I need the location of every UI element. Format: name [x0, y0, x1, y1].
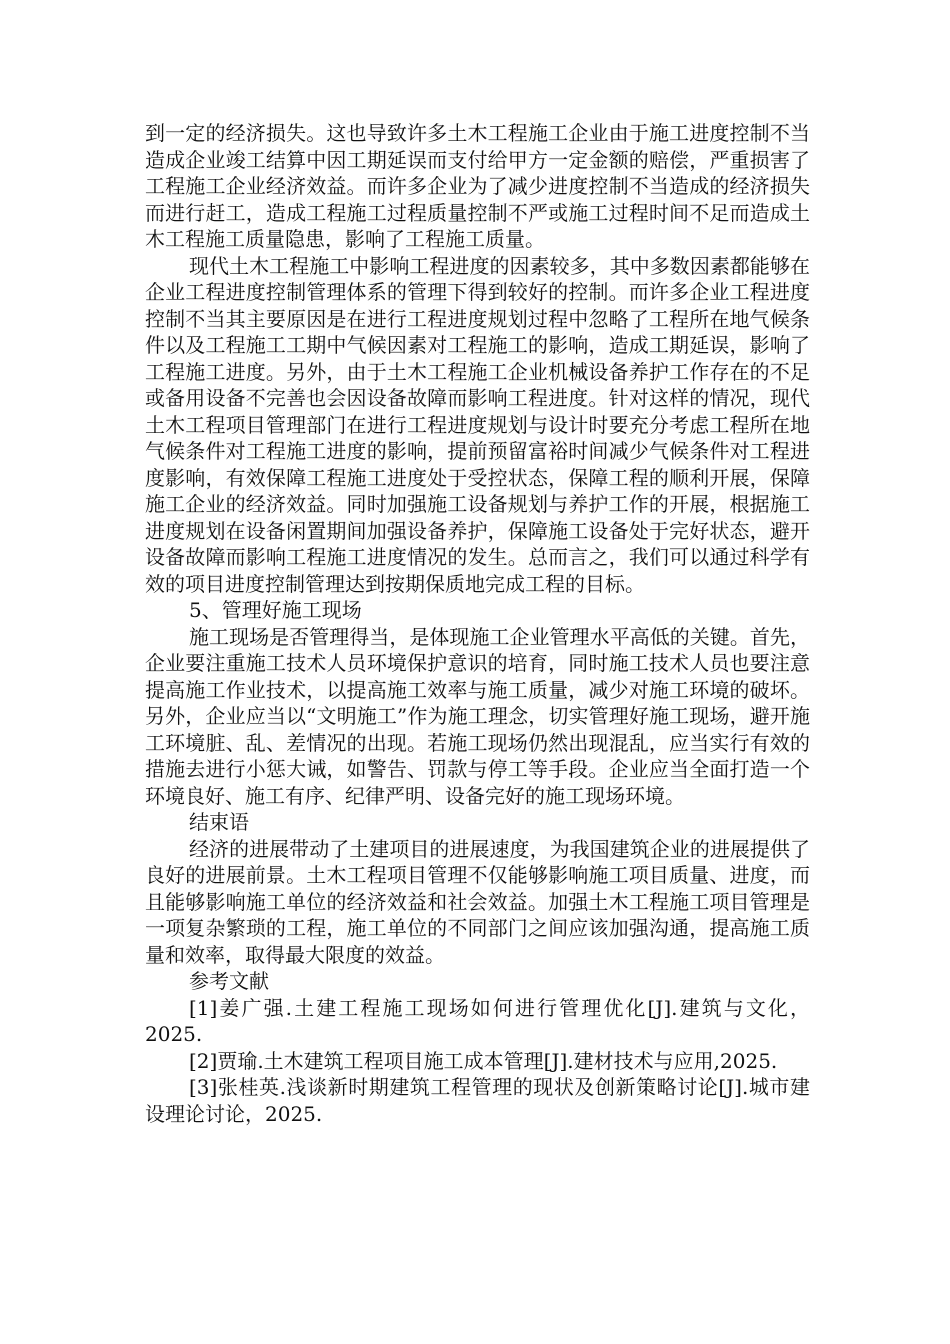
section-heading-site-management: 5、管理好施工现场: [189, 598, 362, 622]
reference-item-1: [1]姜广强.土建工程施工现场如何进行管理优化[J].建筑与文化，2025.: [145, 995, 810, 1046]
section-heading-conclusion: 结束语: [189, 810, 249, 834]
reference-item-2: [2]贾瑜.土木建筑工程项目施工成本管理[J].建材技术与应用,2025.: [189, 1048, 778, 1073]
paragraph-site-management: 施工现场是否管理得当，是体现施工企业管理水平高低的关键。首先，企业要注重施工技术人员环境保护意识的培育，同时施工技术人员也要注意提高施工作业技术，以提高施工效率与施工质量，减少对施工环境的破坏。另外，企业应当以“文明施工”作为施工理念，切实管理好施工现场，避开施工环境脏、乱、差情况的出现。若施工现场仍然出现混乱，应当实行有效的措施去进行小惩大诫，如警告、罚款与停工等手段。企业应当全面打造一个环境良好、施工有序、纪律严明、设备完好的施工现场环境。: [145, 624, 810, 808]
reference-item-3: [3]张桂英.浅谈新时期建筑工程管理的现状及创新策略讨论[J].城市建设理论讨论，2025.: [145, 1075, 810, 1126]
document-body: [145, 120, 810, 1127]
section-heading-references: 参考文献: [189, 969, 269, 993]
paragraph-continuation: 到一定的经济损失。这也导致许多土木工程施工企业由于施工进度控制不当造成企业竣工结算中因工期延误而支付给甲方一定金额的赔偿，严重损害了工程施工企业经济效益。而许多企业为了减少进度控制不当造成的经济损失而进行赶工，造成工程施工过程质量控制不严或施工过程时间不足而造成土木工程施工质量隐患，影响了工程施工质量。: [145, 121, 810, 251]
paragraph-schedule-factors: 现代土木工程施工中影响工程进度的因素较多，其中多数因素都能够在企业工程进度控制管理体系的管理下得到较好的控制。而许多企业工程进度控制不当其主要原因是在进行工程进度规划过程中忽略了工程所在地气候条件以及工程施工工期中气候因素对工程施工的影响，造成工期延误，影响了工程施工进度。另外，由于土木工程施工企业机械设备养护工作存在的不足或备用设备不完善也会因设备故障而影响工程进度。针对这样的情况，现代土木工程项目管理部门在进行工程进度规划与设计时要充分考虑工程所在地气候条件对工程施工进度的影响，提前预留富裕时间减少气候条件对工程进度影响，有效保障工程施工进度处于受控状态，保障工程的顺利开展，保障施工企业的经济效益。同时加强施工设备规划与养护工作的开展，根据施工进度规划在设备闲置期间加强设备养护，保障施工设备处于完好状态，避开设备故障而影响工程施工进度情况的发生。总而言之，我们可以通过科学有效的项目进度控制管理达到按期保质地完成工程的目标。: [145, 253, 810, 596]
paragraph-conclusion: 经济的进展带动了土建项目的进展速度，为我国建筑企业的进展提供了良好的进展前景。土木工程项目管理不仅能够影响施工项目质量、进度，而且能够影响施工单位的经济效益和社会效益。加强土木工程施工项目管理是一项复杂繁琐的工程，施工单位的不同部门之间应该加强沟通，提高施工质量和效率，取得最大限度的效益。: [145, 836, 810, 967]
